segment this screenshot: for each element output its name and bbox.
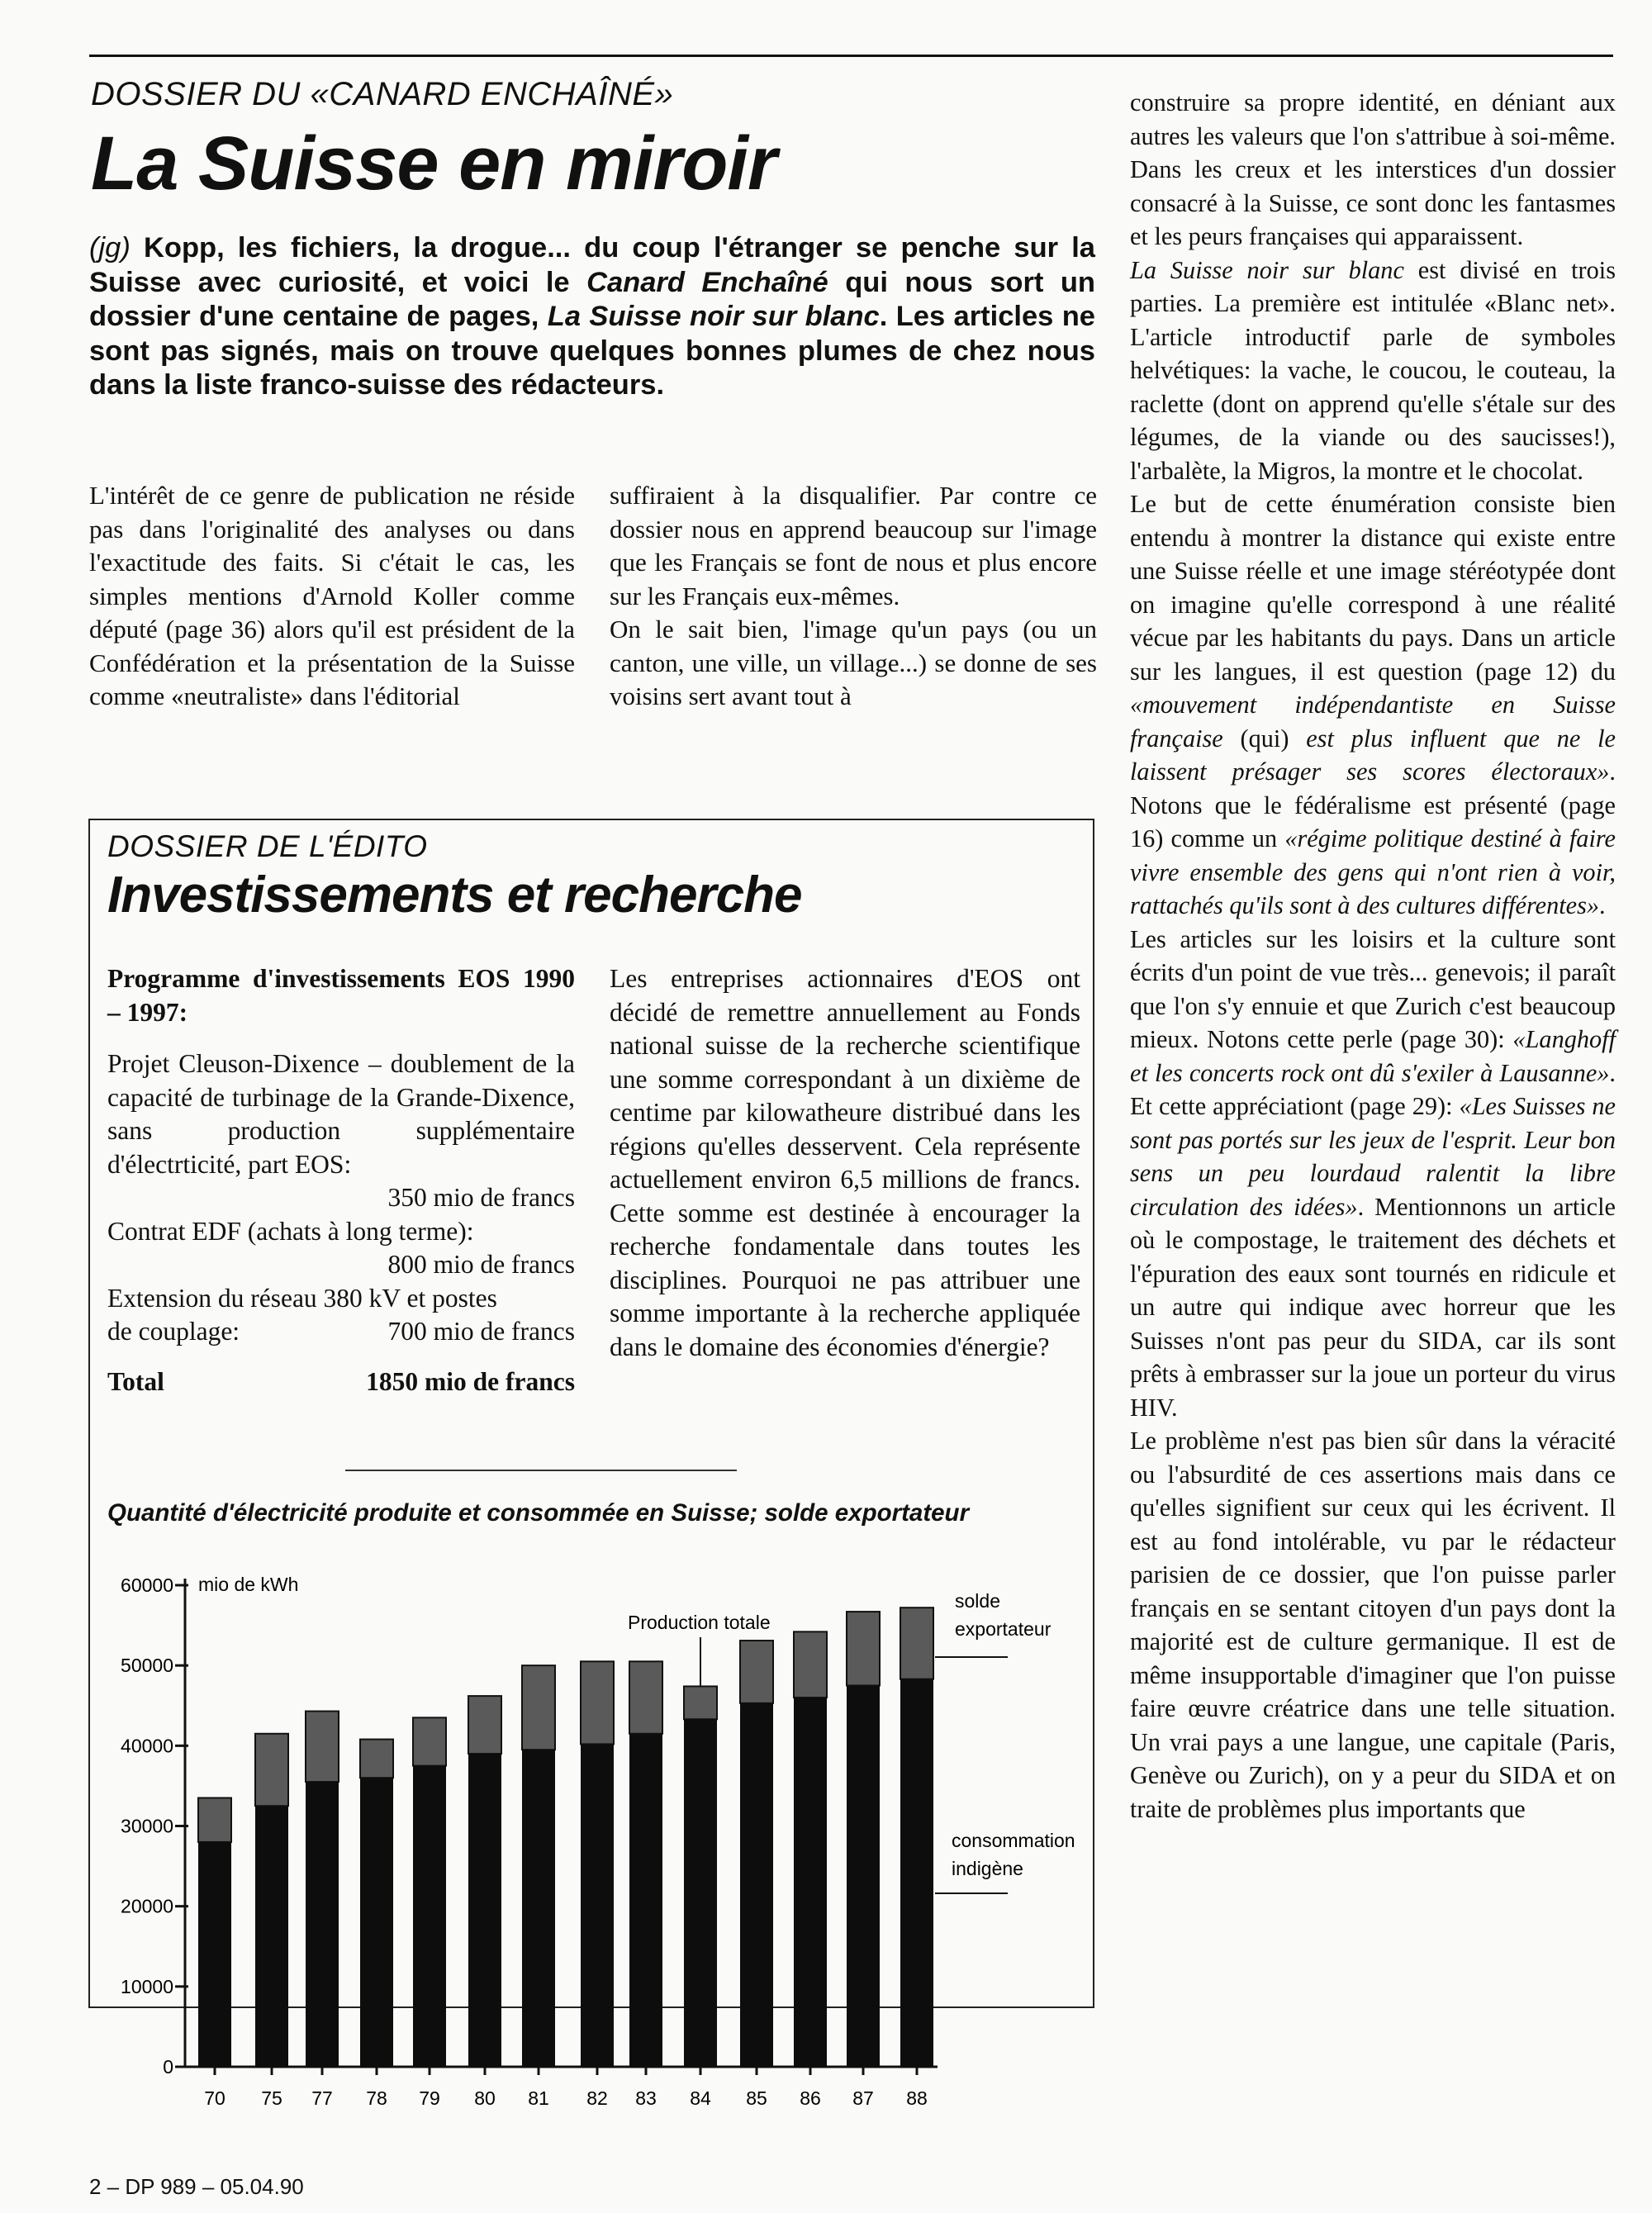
x-tick-label: 88	[906, 2087, 928, 2109]
export-bar	[629, 1661, 662, 1733]
article-kicker: DOSSIER DU «CANARD ENCHAÎNÉ»	[91, 76, 674, 112]
program-item-2: Contrat EDF (achats à long terme):	[107, 1216, 474, 1246]
consumption-bar	[684, 1719, 717, 2067]
y-tick-label: 20000	[121, 1895, 173, 1917]
article-lead: (jg) Kopp, les fichiers, la drogue... du coup l'étranger se penche sur la Suisse avec curiosité, et voici le Canard Enchaîné qui nous sort un dossier d'une centaine de pages, La Suisse noir sur blanc. Les articles ne sont pas signés, mais on trouve quelques bonnes plumes de chez nous dans la liste franco-suisse des rédacteurs.	[89, 232, 1095, 401]
y-tick-label: 40000	[121, 1735, 173, 1757]
export-bar	[847, 1612, 880, 1685]
x-tick-label: 78	[366, 2087, 387, 2109]
article-column-1: L'intérêt de ce genre de publication ne réside pas dans l'originalité des analyses ou dans l'exactitude des faits. Si c'était le cas, les simples mentions d'Arnold Koller comme député (page 36) alors qu'il est président de la Confédération et la présentation de la Suisse comme «neutraliste» dans l'éditorial	[89, 481, 575, 710]
consumption-bar	[198, 1842, 231, 2067]
export-bar	[794, 1631, 827, 1698]
page-footer: 2 – DP 989 – 05.04.90	[89, 2174, 304, 2199]
x-tick-label: 80	[474, 2087, 496, 2109]
chart-title: Quantité d'électricité produite et consommée en Suisse; solde exportateur	[107, 1499, 970, 1527]
export-bar	[900, 1608, 933, 1679]
program-item-1: Projet Cleuson-Dixence – doublement de la capacité de turbinage de la Grande-Dixence, sans production supplémentaire d'électrticité, part EOS:	[107, 1049, 575, 1179]
program-item-2-amount: 800 mio de francs	[387, 1250, 575, 1279]
author-initials: (jg)	[89, 232, 131, 264]
export-label: solde	[955, 1590, 1000, 1612]
box-right-column: Les entreprises actionnaires d'EOS ont décidé de remettre annuellement au Fonds national suisse de la recherche scientifique une somme correspondant à un dixième de centime par kilowatheure distribué dans les régions qu'elles desservent. Cela représente actuellement environ 6,5 millions de francs. Cette somme est destinée à encourager la recherche fondamentale dans toutes les disciplines. Pourquoi ne pas attribuer une somme importante à la recherche appliquée dans le domaine des économies d'énergie?	[610, 964, 1080, 1361]
x-tick-label: 81	[528, 2087, 549, 2109]
consumption-bar	[900, 1679, 933, 2067]
export-bar	[255, 1734, 288, 1806]
export-bar	[468, 1696, 501, 1754]
y-tick-label: 50000	[121, 1655, 173, 1677]
x-tick-label: 77	[311, 2087, 333, 2109]
export-bar	[360, 1740, 393, 1778]
consumption-bar	[794, 1698, 827, 2067]
x-tick-label: 85	[746, 2087, 767, 2109]
x-tick-label: 75	[261, 2087, 282, 2109]
y-tick-label: 30000	[121, 1815, 173, 1837]
consumption-bar	[522, 1750, 555, 2067]
y-tick-label: 60000	[121, 1574, 173, 1596]
x-tick-label: 70	[204, 2087, 225, 2109]
consumption-bar	[581, 1744, 614, 2067]
y-tick-label: 0	[163, 2056, 173, 2078]
export-bar	[684, 1686, 717, 1719]
consumption-bar	[740, 1703, 773, 2067]
export-bar	[198, 1797, 231, 1841]
article-column-2: suffiraient à la disqualifier. Par contre ce dossier nous en apprend beaucoup sur l'image que les Français se font de nous et plus encore sur les Français eux-mêmes. On le sait bien, l'image qu'un pays (ou un canton, une ville, un village...) se donne de ses voisins sert avant tout à	[610, 481, 1097, 710]
article-column-3: construire sa propre identité, en déniant aux autres les valeurs que l'on s'attribue à soi-même. Dans les creux et les interstices d'un dossier consacré à la Suisse, ce sont donc les fantasmes et les peurs françaises qui apparaissent. La Suisse noir sur blanc est divisé en trois parties. La première est intitulée «Blanc net». L'article introductif parle de symboles helvétiques: la vache, le coucou, le couteau, la raclette (dont on apprend qu'elle s'étale sur des légumes, de la viande ou des saucisses!), l'arbalète, la Migros, la montre et le chocolat. Le but de cette énumération consiste bien entendu à montrer la distance qui existe entre une Suisse réelle et une image stéréotypée dont on imagine qu'elle correspond à une réalité vécue par les habitants du pays. Dans un article sur les langues, il est question (page 12) du «mouvement indépendantiste en Suisse française (qui) est plus influent que ne le laissent présager ses scores électoraux». Notons que le fédéralisme est présenté (page 16) comme un «régime politique destiné à faire vivre ensemble des gens qui n'ont rien à voir, rattachés qu'ils sont à des cultures différentes». Les articles sur les loisirs et la culture sont écrits d'un point de vue très... genevois; il paraît que l'on s'y ennuie et que Zurich c'est beaucoup mieux. Notons cette perle (page 30): «Langhoff et les concerts rock ont dû s'exiler à Lausanne». Et cette appréciationt (page 29): «Les Suisses ne sont pas portés sur les jeux de l'esprit. Leur bon sens un peu lourdaud ralentit la libre circulation des idées». Mentionnons un article où le compostage, le traitement des déchets et l'épuration des eaux sont tournés en ridicule et un autre qui indique avec horreur que les Suisses n'ont pas peur du SIDA, car ils sont prêts à embrasser sur la joue un porteur du virus HIV. Le problème n'est pas bien sûr dans la véracité ou l'absurdité de ces assertions mais dans ce qu'elles signifient sur ceux qui les écrivent. Il est au fond intolérable, vu par le rédacteur parisien de ce dossier, que l'on puisse parler français en se sentant citoyen d'un pays dont la majorité est de culture germanique. Il est de même insupportable d'imaginer que l'on puisse faire œuvre créatrice dans une telle situation. Un vrai pays a une langue, une capitale (Paris, Genève ou Zurich), on y a peur du SIDA et on traite de problèmes plus importants que	[1130, 88, 1616, 1823]
export-bar	[306, 1712, 339, 1783]
program-item-3-amount: 700 mio de francs	[387, 1317, 575, 1346]
program-item-1-amount: 350 mio de francs	[387, 1183, 575, 1212]
consumption-bar	[255, 1806, 288, 2067]
consumption-label: consommation	[952, 1830, 1075, 1851]
consumption-bar	[413, 1766, 446, 2067]
export-label: exportateur	[955, 1618, 1051, 1640]
consumption-bar	[847, 1685, 880, 2067]
export-bar	[522, 1665, 555, 1750]
box-title: Investissements et recherche	[107, 867, 802, 924]
consumption-bar	[468, 1754, 501, 2067]
x-tick-label: 82	[586, 2087, 608, 2109]
program-title: Programme d'investissements EOS 1990 – 1997:	[107, 964, 575, 1027]
consumption-bar	[360, 1778, 393, 2067]
box-kicker: DOSSIER DE L'ÉDITO	[107, 829, 428, 863]
total-label: Total	[107, 1366, 164, 1396]
y-tick-label: 10000	[121, 1975, 173, 1997]
x-tick-label: 87	[852, 2087, 874, 2109]
program-item-3: Extension du réseau 380 kV et postes	[107, 1283, 497, 1313]
x-tick-label: 79	[419, 2087, 440, 2109]
x-tick-label: 86	[800, 2087, 821, 2109]
export-bar	[413, 1717, 446, 1765]
total-amount: 1850 mio de francs	[366, 1366, 575, 1396]
production-label: Production totale	[628, 1612, 771, 1633]
export-bar	[740, 1641, 773, 1703]
consumption-label: indigène	[952, 1858, 1023, 1879]
consumption-bar	[629, 1734, 662, 2067]
x-tick-label: 84	[690, 2087, 711, 2109]
article-title: La Suisse en miroir	[91, 121, 776, 206]
x-tick-label: 83	[635, 2087, 657, 2109]
export-bar	[581, 1661, 614, 1744]
y-axis-unit: mio de kWh	[198, 1574, 299, 1595]
program-item-3b: de couplage:	[107, 1317, 240, 1346]
consumption-bar	[306, 1782, 339, 2067]
